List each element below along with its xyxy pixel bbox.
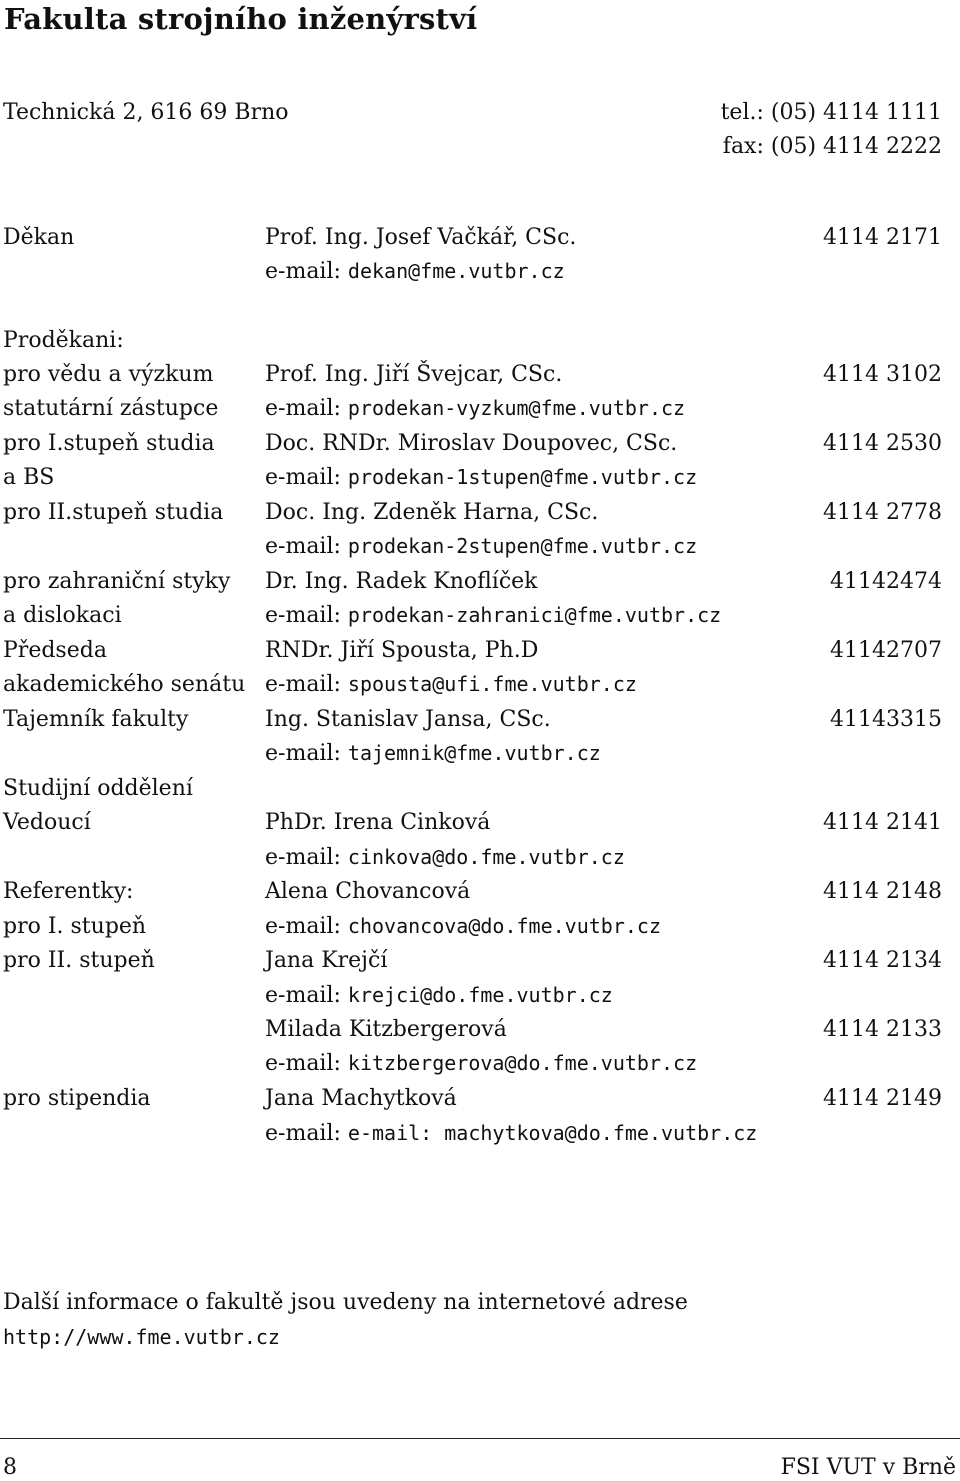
stipendia-name: Jana Machytková [265, 1086, 457, 1111]
vedouci-label: Vedoucí [3, 810, 91, 835]
prodekan-phone: 4114 3102 [823, 362, 942, 387]
dekan-email[interactable]: dekan@fme.vutbr.cz [347, 259, 565, 283]
footer-right: FSI VUT v Brně [780, 1455, 956, 1480]
referentka-phone: 4114 2134 [823, 948, 942, 973]
email-prefix: e-mail: [265, 983, 341, 1008]
address: Technická 2, 616 69 Brno [3, 100, 289, 125]
predseda-label: Předseda [3, 638, 107, 663]
email-prefix: e-mail: [265, 914, 341, 939]
stipendia-email[interactable]: e-mail: machytkova@do.fme.vutbr.cz [347, 1121, 758, 1145]
referentka-name: Milada Kitzbergerová [265, 1017, 507, 1042]
referentka-email-row [265, 985, 613, 1007]
prodekan-label-2: a BS [3, 465, 55, 490]
email-prefix: e-mail: [265, 603, 341, 628]
tel: tel.: (05) 4114 1111 [720, 100, 942, 125]
email-prefix: e-mail: [265, 1051, 341, 1076]
info-text: Další informace o fakultě jsou uvedeny na internetové adrese [3, 1290, 688, 1315]
email-prefix: e-mail: [265, 534, 341, 559]
email-prefix: e-mail: [265, 672, 341, 697]
referentka-label: pro I. stupeň [3, 914, 147, 939]
prodekan-label: pro zahraniční styky [3, 569, 231, 594]
prodekan-email-row [265, 605, 721, 627]
prodekan-name: Doc. Ing. Zdeněk Harna, CSc. [265, 500, 599, 525]
email-prefix: e-mail: [265, 396, 341, 421]
prodekan-label: pro I.stupeň studia [3, 431, 215, 456]
tajemnik-email[interactable]: tajemnik@fme.vutbr.cz [347, 741, 601, 765]
email-prefix: e-mail: [265, 465, 341, 490]
prodekan-label: pro II.stupeň studia [3, 500, 224, 525]
referentka-email-row [265, 1053, 697, 1075]
studijni-heading: Studijní oddělení [3, 776, 193, 801]
referentka-email[interactable]: kitzbergerova@do.fme.vutbr.cz [347, 1051, 698, 1075]
predseda-label-2: akademického senátu [3, 672, 246, 697]
dekan-label: Děkan [3, 225, 75, 250]
prodekan-email-row [265, 536, 697, 558]
vedouci-name: PhDr. Irena Cinková [265, 810, 491, 835]
prodekan-phone: 4114 2778 [823, 500, 942, 525]
prodekan-email[interactable]: prodekan-zahranici@fme.vutbr.cz [347, 603, 722, 627]
page-number: 8 [3, 1455, 17, 1480]
stipendia-label: pro stipendia [3, 1086, 151, 1111]
prodekan-name: Dr. Ing. Radek Knoflíček [265, 569, 538, 594]
email-prefix: e-mail: [265, 741, 341, 766]
prodekan-email[interactable]: prodekan-1stupen@fme.vutbr.cz [347, 465, 698, 489]
fax: fax: (05) 4114 2222 [722, 134, 942, 159]
dekan-email-row [265, 261, 565, 283]
prodekan-email-row [265, 467, 697, 489]
referentka-email[interactable]: krejci@do.fme.vutbr.cz [347, 983, 613, 1007]
predseda-phone: 41142707 [830, 638, 942, 663]
tajemnik-email-row [265, 743, 601, 765]
tajemnik-label: Tajemník fakulty [3, 707, 189, 732]
predseda-email[interactable]: spousta@ufi.fme.vutbr.cz [347, 672, 637, 696]
prodekan-name: Prof. Ing. Jiří Švejcar, CSc. [265, 362, 563, 387]
referentky-label: Referentky: [3, 879, 134, 904]
vedouci-email[interactable]: cinkova@do.fme.vutbr.cz [347, 845, 625, 869]
predseda-name: RNDr. Jiří Spousta, Ph.D [265, 638, 539, 663]
prodekan-phone: 41142474 [830, 569, 942, 594]
referentka-phone: 4114 2133 [823, 1017, 942, 1042]
prodekan-label-2: statutární zástupce [3, 396, 219, 421]
prodekan-label: pro vědu a výzkum [3, 362, 214, 387]
referentka-phone: 4114 2148 [823, 879, 942, 904]
prodekan-name: Doc. RNDr. Miroslav Doupovec, CSc. [265, 431, 678, 456]
email-prefix: e-mail: [265, 845, 341, 870]
predseda-email-row [265, 674, 637, 696]
email-prefix: e-mail: [265, 259, 341, 284]
vedouci-phone: 4114 2141 [823, 810, 942, 835]
prodekan-email[interactable]: prodekan-vyzkum@fme.vutbr.cz [347, 396, 686, 420]
stipendia-phone: 4114 2149 [823, 1086, 942, 1111]
tajemnik-name: Ing. Stanislav Jansa, CSc. [265, 707, 551, 732]
referentka-email-row [265, 916, 661, 938]
referentka-name: Jana Krejčí [265, 948, 388, 973]
prodekan-phone: 4114 2530 [823, 431, 942, 456]
prodekan-email[interactable]: prodekan-2stupen@fme.vutbr.cz [347, 534, 698, 558]
page-title: Fakulta strojního inženýrství [4, 2, 478, 36]
referentka-email[interactable]: chovancova@do.fme.vutbr.cz [347, 914, 661, 938]
referentka-label: pro II. stupeň [3, 948, 155, 973]
dekan-name: Prof. Ing. Josef Vačkář, CSc. [265, 225, 577, 250]
info-url[interactable]: http://www.fme.vutbr.cz [3, 1325, 280, 1349]
tajemnik-phone: 41143315 [830, 707, 942, 732]
referentka-name: Alena Chovancová [265, 879, 471, 904]
prodekan-label-2: a dislokaci [3, 603, 122, 628]
stipendia-email-row [265, 1123, 757, 1145]
prodekan-email-row [265, 398, 685, 420]
email-prefix: e-mail: [265, 1121, 341, 1146]
dekan-phone: 4114 2171 [823, 225, 942, 250]
prodekani-heading: Proděkani: [3, 328, 124, 353]
vedouci-email-row [265, 847, 625, 869]
footer-divider [0, 1438, 960, 1439]
